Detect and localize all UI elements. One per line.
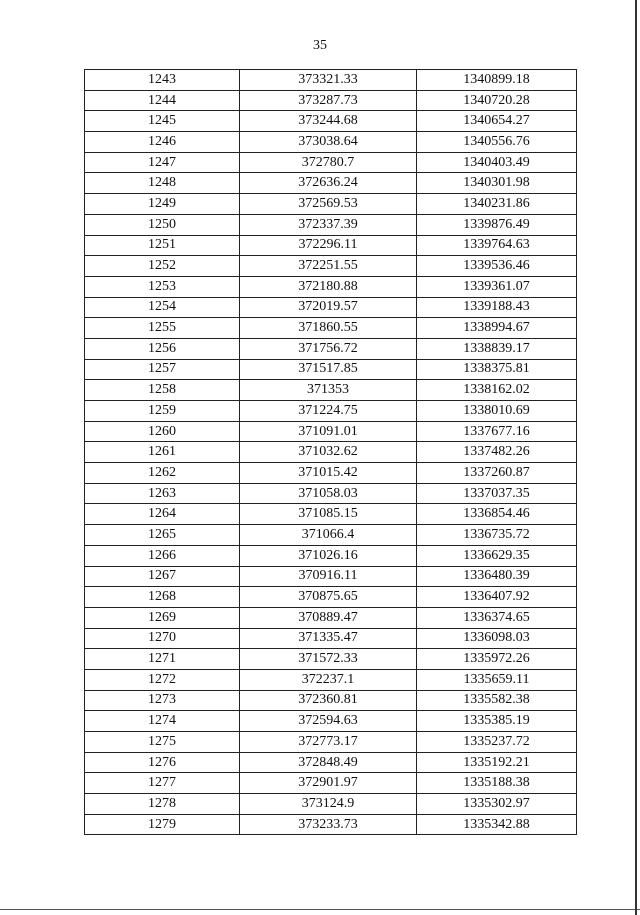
table-row (85, 669, 577, 690)
x-coordinate-cell: 371353 (240, 380, 417, 401)
table-row (85, 173, 577, 194)
y-coordinate-cell: 1339876.49 (417, 214, 577, 235)
y-coordinate-cell: 1337677.16 (417, 421, 577, 442)
page-number: 35 (313, 38, 327, 53)
x-coordinate-cell: 371517.85 (240, 359, 417, 380)
y-coordinate-cell: 1340556.76 (417, 132, 577, 153)
x-coordinate-cell: 372594.63 (240, 711, 417, 732)
y-coordinate-cell: 1339536.46 (417, 256, 577, 277)
x-coordinate-cell: 370916.11 (240, 566, 417, 587)
x-coordinate-cell: 371756.72 (240, 338, 417, 359)
coordinates-table-body (85, 70, 577, 835)
bottom-scan-edge (0, 909, 640, 910)
point-number-cell: 1257 (85, 359, 240, 380)
table-row (85, 297, 577, 318)
x-coordinate-cell: 371860.55 (240, 318, 417, 339)
y-coordinate-cell: 1335582.38 (417, 690, 577, 711)
point-number-cell: 1251 (85, 235, 240, 256)
x-coordinate-cell: 371091.01 (240, 421, 417, 442)
point-number-cell: 1279 (85, 814, 240, 835)
y-coordinate-cell: 1338994.67 (417, 318, 577, 339)
point-number-cell: 1264 (85, 504, 240, 525)
x-coordinate-cell: 372180.88 (240, 276, 417, 297)
table-row (85, 421, 577, 442)
x-coordinate-cell: 372848.49 (240, 752, 417, 773)
x-coordinate-cell: 371085.15 (240, 504, 417, 525)
table-row (85, 690, 577, 711)
table-row (85, 463, 577, 484)
point-number-cell: 1262 (85, 463, 240, 484)
table-row (85, 70, 577, 91)
y-coordinate-cell: 1336374.65 (417, 607, 577, 628)
x-coordinate-cell: 373321.33 (240, 70, 417, 91)
point-number-cell: 1249 (85, 194, 240, 215)
table-row (85, 794, 577, 815)
x-coordinate-cell: 372019.57 (240, 297, 417, 318)
point-number-cell: 1278 (85, 794, 240, 815)
table-row (85, 132, 577, 153)
point-number-cell: 1246 (85, 132, 240, 153)
table-row (85, 90, 577, 111)
y-coordinate-cell: 1337260.87 (417, 463, 577, 484)
y-coordinate-cell: 1335188.38 (417, 773, 577, 794)
x-coordinate-cell: 373038.64 (240, 132, 417, 153)
x-coordinate-cell: 371335.47 (240, 628, 417, 649)
y-coordinate-cell: 1336098.03 (417, 628, 577, 649)
y-coordinate-cell: 1340403.49 (417, 152, 577, 173)
y-coordinate-cell: 1335659.11 (417, 669, 577, 690)
y-coordinate-cell: 1339361.07 (417, 276, 577, 297)
point-number-cell: 1245 (85, 111, 240, 132)
y-coordinate-cell: 1336735.72 (417, 525, 577, 546)
point-number-cell: 1265 (85, 525, 240, 546)
point-number-cell: 1271 (85, 649, 240, 670)
point-number-cell: 1250 (85, 214, 240, 235)
table-row (85, 587, 577, 608)
point-number-cell: 1243 (85, 70, 240, 91)
x-coordinate-cell: 373244.68 (240, 111, 417, 132)
point-number-cell: 1276 (85, 752, 240, 773)
x-coordinate-cell: 370889.47 (240, 607, 417, 628)
y-coordinate-cell: 1340720.28 (417, 90, 577, 111)
point-number-cell: 1255 (85, 318, 240, 339)
x-coordinate-cell: 373233.73 (240, 814, 417, 835)
point-number-cell: 1266 (85, 545, 240, 566)
y-coordinate-cell: 1339764.63 (417, 235, 577, 256)
point-number-cell: 1244 (85, 90, 240, 111)
x-coordinate-cell: 371572.33 (240, 649, 417, 670)
y-coordinate-cell: 1335342.88 (417, 814, 577, 835)
x-coordinate-cell: 372780.7 (240, 152, 417, 173)
point-number-cell: 1253 (85, 276, 240, 297)
y-coordinate-cell: 1336629.35 (417, 545, 577, 566)
y-coordinate-cell: 1340231.86 (417, 194, 577, 215)
point-number-cell: 1261 (85, 442, 240, 463)
point-number-cell: 1256 (85, 338, 240, 359)
table-row (85, 649, 577, 670)
x-coordinate-cell: 370875.65 (240, 587, 417, 608)
y-coordinate-cell: 1335972.26 (417, 649, 577, 670)
x-coordinate-cell: 372636.24 (240, 173, 417, 194)
table-row (85, 276, 577, 297)
y-coordinate-cell: 1337037.35 (417, 483, 577, 504)
x-coordinate-cell: 372237.1 (240, 669, 417, 690)
table-row (85, 111, 577, 132)
y-coordinate-cell: 1338839.17 (417, 338, 577, 359)
table-row (85, 525, 577, 546)
x-coordinate-cell: 372296.11 (240, 235, 417, 256)
table-row (85, 359, 577, 380)
table-row (85, 401, 577, 422)
point-number-cell: 1275 (85, 732, 240, 753)
x-coordinate-cell: 373287.73 (240, 90, 417, 111)
y-coordinate-cell: 1335237.72 (417, 732, 577, 753)
table-row (85, 256, 577, 277)
x-coordinate-cell: 371015.42 (240, 463, 417, 484)
x-coordinate-cell: 372360.81 (240, 690, 417, 711)
point-number-cell: 1274 (85, 711, 240, 732)
x-coordinate-cell: 372337.39 (240, 214, 417, 235)
table-row (85, 194, 577, 215)
point-number-cell: 1252 (85, 256, 240, 277)
x-coordinate-cell: 372901.97 (240, 773, 417, 794)
x-coordinate-cell: 373124.9 (240, 794, 417, 815)
right-scan-edge (635, 0, 637, 915)
table-row (85, 235, 577, 256)
x-coordinate-cell: 371058.03 (240, 483, 417, 504)
table-row (85, 338, 577, 359)
y-coordinate-cell: 1336480.39 (417, 566, 577, 587)
y-coordinate-cell: 1336854.46 (417, 504, 577, 525)
point-number-cell: 1273 (85, 690, 240, 711)
y-coordinate-cell: 1340899.18 (417, 70, 577, 91)
table-row (85, 566, 577, 587)
x-coordinate-cell: 371026.16 (240, 545, 417, 566)
point-number-cell: 1260 (85, 421, 240, 442)
x-coordinate-cell: 371066.4 (240, 525, 417, 546)
table-row (85, 814, 577, 835)
table-row (85, 773, 577, 794)
y-coordinate-cell: 1338162.02 (417, 380, 577, 401)
table-row (85, 545, 577, 566)
table-row (85, 504, 577, 525)
point-number-cell: 1247 (85, 152, 240, 173)
point-number-cell: 1258 (85, 380, 240, 401)
y-coordinate-cell: 1335192.21 (417, 752, 577, 773)
table-row (85, 152, 577, 173)
point-number-cell: 1272 (85, 669, 240, 690)
y-coordinate-cell: 1335385.19 (417, 711, 577, 732)
x-coordinate-cell: 371032.62 (240, 442, 417, 463)
table-row (85, 214, 577, 235)
x-coordinate-cell: 372251.55 (240, 256, 417, 277)
coordinates-table (84, 69, 577, 835)
table-row (85, 752, 577, 773)
point-number-cell: 1270 (85, 628, 240, 649)
y-coordinate-cell: 1340301.98 (417, 173, 577, 194)
table-row (85, 318, 577, 339)
point-number-cell: 1259 (85, 401, 240, 422)
y-coordinate-cell: 1336407.92 (417, 587, 577, 608)
point-number-cell: 1263 (85, 483, 240, 504)
table-row (85, 711, 577, 732)
table-row (85, 732, 577, 753)
y-coordinate-cell: 1338375.81 (417, 359, 577, 380)
table-row (85, 607, 577, 628)
x-coordinate-cell: 372569.53 (240, 194, 417, 215)
table-row (85, 442, 577, 463)
table-row (85, 380, 577, 401)
point-number-cell: 1277 (85, 773, 240, 794)
table-row (85, 483, 577, 504)
y-coordinate-cell: 1339188.43 (417, 297, 577, 318)
y-coordinate-cell: 1335302.97 (417, 794, 577, 815)
point-number-cell: 1248 (85, 173, 240, 194)
point-number-cell: 1268 (85, 587, 240, 608)
point-number-cell: 1254 (85, 297, 240, 318)
x-coordinate-cell: 372773.17 (240, 732, 417, 753)
point-number-cell: 1267 (85, 566, 240, 587)
table-row (85, 628, 577, 649)
y-coordinate-cell: 1340654.27 (417, 111, 577, 132)
point-number-cell: 1269 (85, 607, 240, 628)
x-coordinate-cell: 371224.75 (240, 401, 417, 422)
y-coordinate-cell: 1337482.26 (417, 442, 577, 463)
y-coordinate-cell: 1338010.69 (417, 401, 577, 422)
